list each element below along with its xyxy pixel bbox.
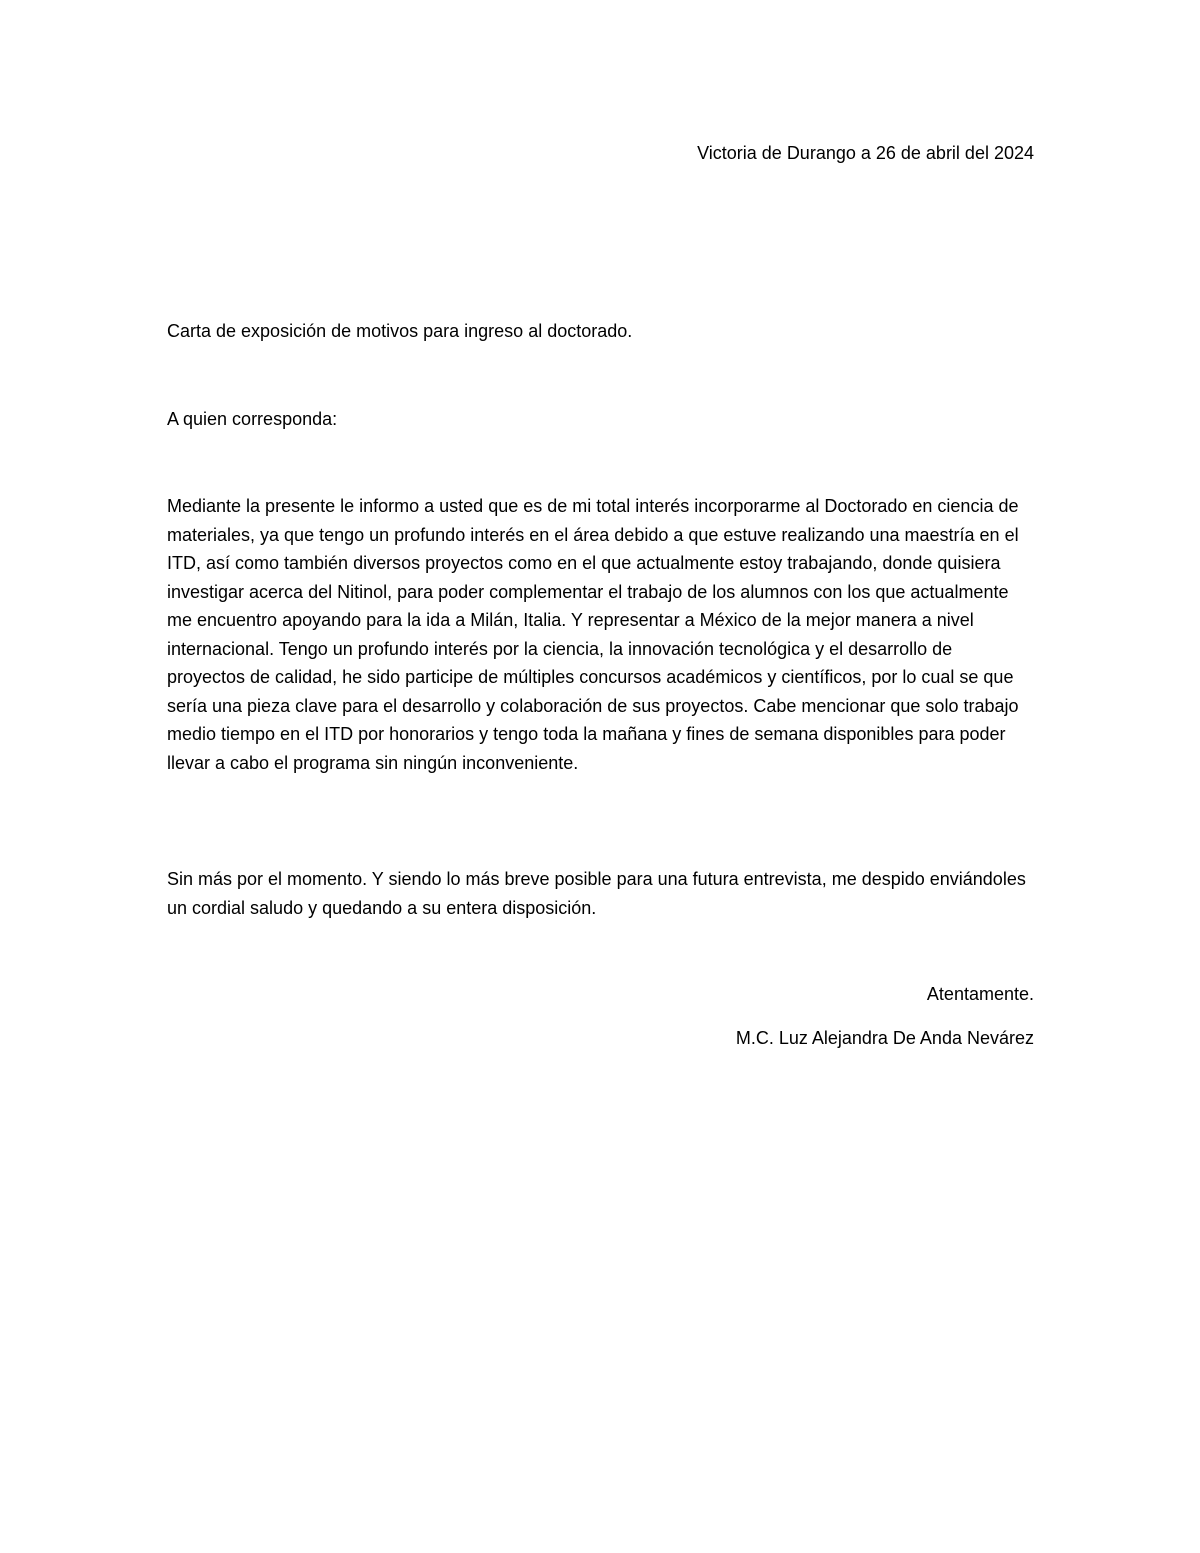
closing-paragraph: Sin más por el momento. Y siendo lo más breve posible para una futura entrevista, me despido enviándoles un cordial saludo y quedando a su entera disposición. (167, 869, 1026, 918)
body-paragraph: Mediante la presente le informo a usted que es de mi total interés incorporarme al Doctorado en ciencia de materiales, ya que tengo un profundo interés en el área debido a que estuve realizando una maestría en el ITD, así como también diversos proyectos como en el que actualmente estoy trabajando, donde quisiera investigar acerca del Nitinol, para poder complementar el trabajo de los alumnos con los que actualmente me encuentro apoyando para la ida a Milán, Italia. Y representar a México de la mejor manera a nivel internacional. Tengo un profundo interés por la ciencia, la innovación tecnológica y el desarrollo de proyectos de calidad, he sido participe de múltiples concursos académicos y científicos, por lo cual se que sería una pieza clave para el desarrollo y colaboración de sus proyectos. Cabe mencionar que solo trabajo medio tiempo en el ITD por honorarios y tengo toda la mañana y fines de semana disponibles para poder llevar a cabo el programa sin ningún inconveniente. (167, 496, 1019, 773)
letter-subject: Carta de exposición de motivos para ingreso al doctorado. (167, 321, 633, 341)
salutation: A quien corresponda: (167, 409, 338, 429)
farewell: Atentamente. (926, 984, 1034, 1004)
date-line: Victoria de Durango a 26 de abril del 2024 (697, 143, 1034, 163)
signature-name: M.C. Luz Alejandra De Anda Nevárez (735, 1028, 1034, 1048)
